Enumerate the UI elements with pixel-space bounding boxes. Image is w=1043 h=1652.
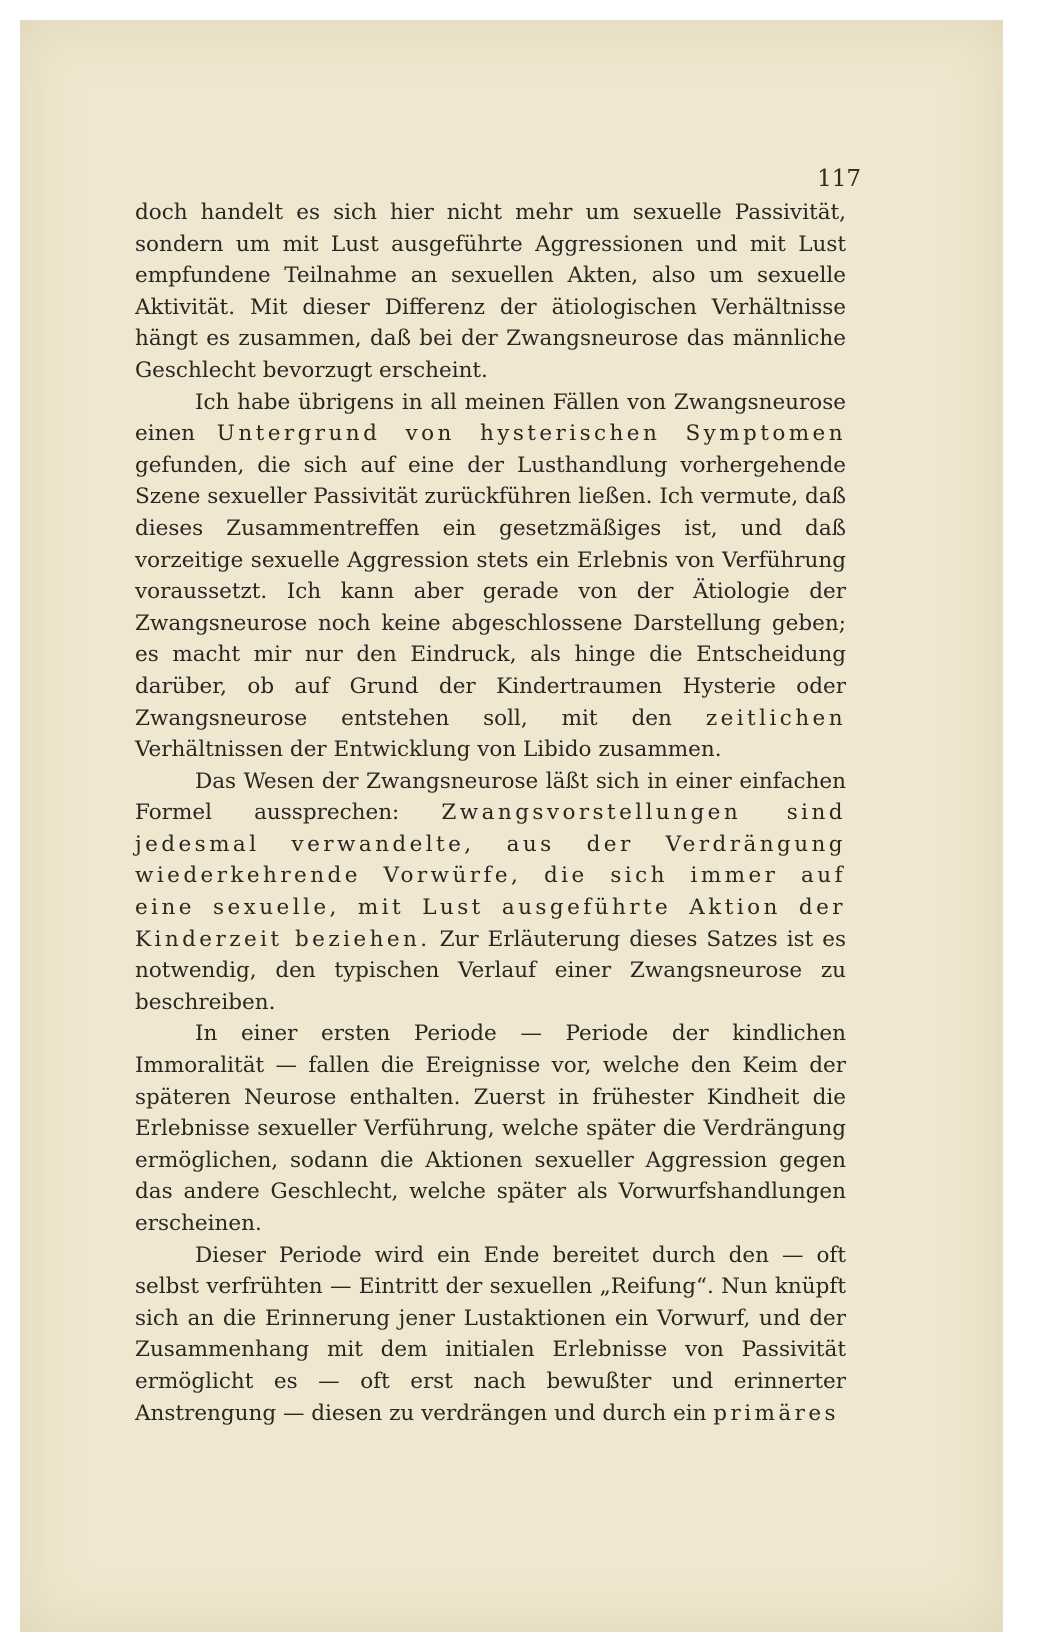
spaced-emphasis: zeitlichen bbox=[705, 705, 846, 731]
paragraph-2 bbox=[135, 387, 846, 766]
paragraph-3 bbox=[135, 766, 846, 1019]
body-text bbox=[135, 197, 846, 1429]
spaced-emphasis: primäres bbox=[713, 1400, 839, 1426]
text-segment: Verhältnissen der Entwicklung von Libido zusammen. bbox=[135, 737, 722, 763]
spaced-emphasis: Untergrund von hysterischen Symptomen bbox=[216, 421, 846, 447]
text-segment: Ich habe übrigens in all meinen Fällen von Zwangsneurose einen bbox=[135, 389, 846, 447]
book-page bbox=[20, 20, 1003, 1632]
paragraph-4 bbox=[135, 1018, 846, 1239]
text-segment: Das Wesen der Zwangsneurose läßt sich in einer einfachen Formel aussprechen: bbox=[135, 768, 846, 826]
paragraph-1 bbox=[135, 197, 846, 387]
text-segment: Zur Erläuterung dieses Satzes ist es notwendig, den typischen Verlauf einer Zwangsneurose zu beschreiben. bbox=[135, 926, 846, 1015]
text-segment: gefunden, die sich auf eine der Lusthandlung vorhergehende Szene sexueller Passivität zurückführen ließen. Ich vermute, daß dieses Zusammentreffen ein gesetzmäßiges ist, und daß vorzeitige sexuelle Aggression stets ein Erlebnis von Verführung voraussetzt. Ich kann aber gerade von der Ätiologie der Zwangsneurose noch keine abgeschlossene Darstellung geben; es macht mir nur den Eindruck, als hinge die Entscheidung darüber, ob auf Grund der Kindertraumen Hysterie oder Zwangsneurose entstehen soll, mit den bbox=[135, 452, 846, 731]
spaced-emphasis: Zwangsvorstellungen sind jedesmal verwandelte, aus der Verdrängung wiederkehrende Vorwürfe, die sich immer auf eine sexuelle, mit Lust ausgeführte Aktion der Kinderzeit beziehen. bbox=[135, 800, 846, 952]
text-segment: Dieser Periode wird ein Ende bereitet durch den — oft selbst verfrühten — Eintritt der sexuellen „Reifung“. Nun knüpft sich an die Erinnerung jener Lustaktionen ein Vorwurf, und der Zusammenhang mit dem initialen Erlebnisse von Passivität ermöglicht es — oft erst nach bewußter und erinnerter Anstrengung — diesen zu verdrängen und durch ein bbox=[135, 1242, 846, 1426]
text-segment: In einer ersten Periode — Periode der kindlichen Immoralität — fallen die Ereignisse vor, welche den Keim der späteren Neurose enthalten. Zuerst in frühester Kindheit die Erlebnisse sexueller Verführung, welche später die Verdrängung ermöglichen, sodann die Aktionen sexueller Aggression gegen das andere Geschlecht, welche später als Vorwurfshandlungen erscheinen. bbox=[135, 1021, 846, 1236]
text-segment: doch handelt es sich hier nicht mehr um sexuelle Passivität, sondern um mit Lust ausgeführte Aggressionen und mit Lust empfundene Teilnahme an sexuellen Akten, also um sexuelle Aktivität. Mit dieser Differenz der ätiologischen Verhältnisse hängt es zusammen, daß bei der Zwangsneurose das männliche Geschlecht bevorzugt erscheint. bbox=[135, 200, 846, 383]
page-number: 117 bbox=[817, 166, 861, 192]
paragraph-5 bbox=[135, 1240, 846, 1430]
